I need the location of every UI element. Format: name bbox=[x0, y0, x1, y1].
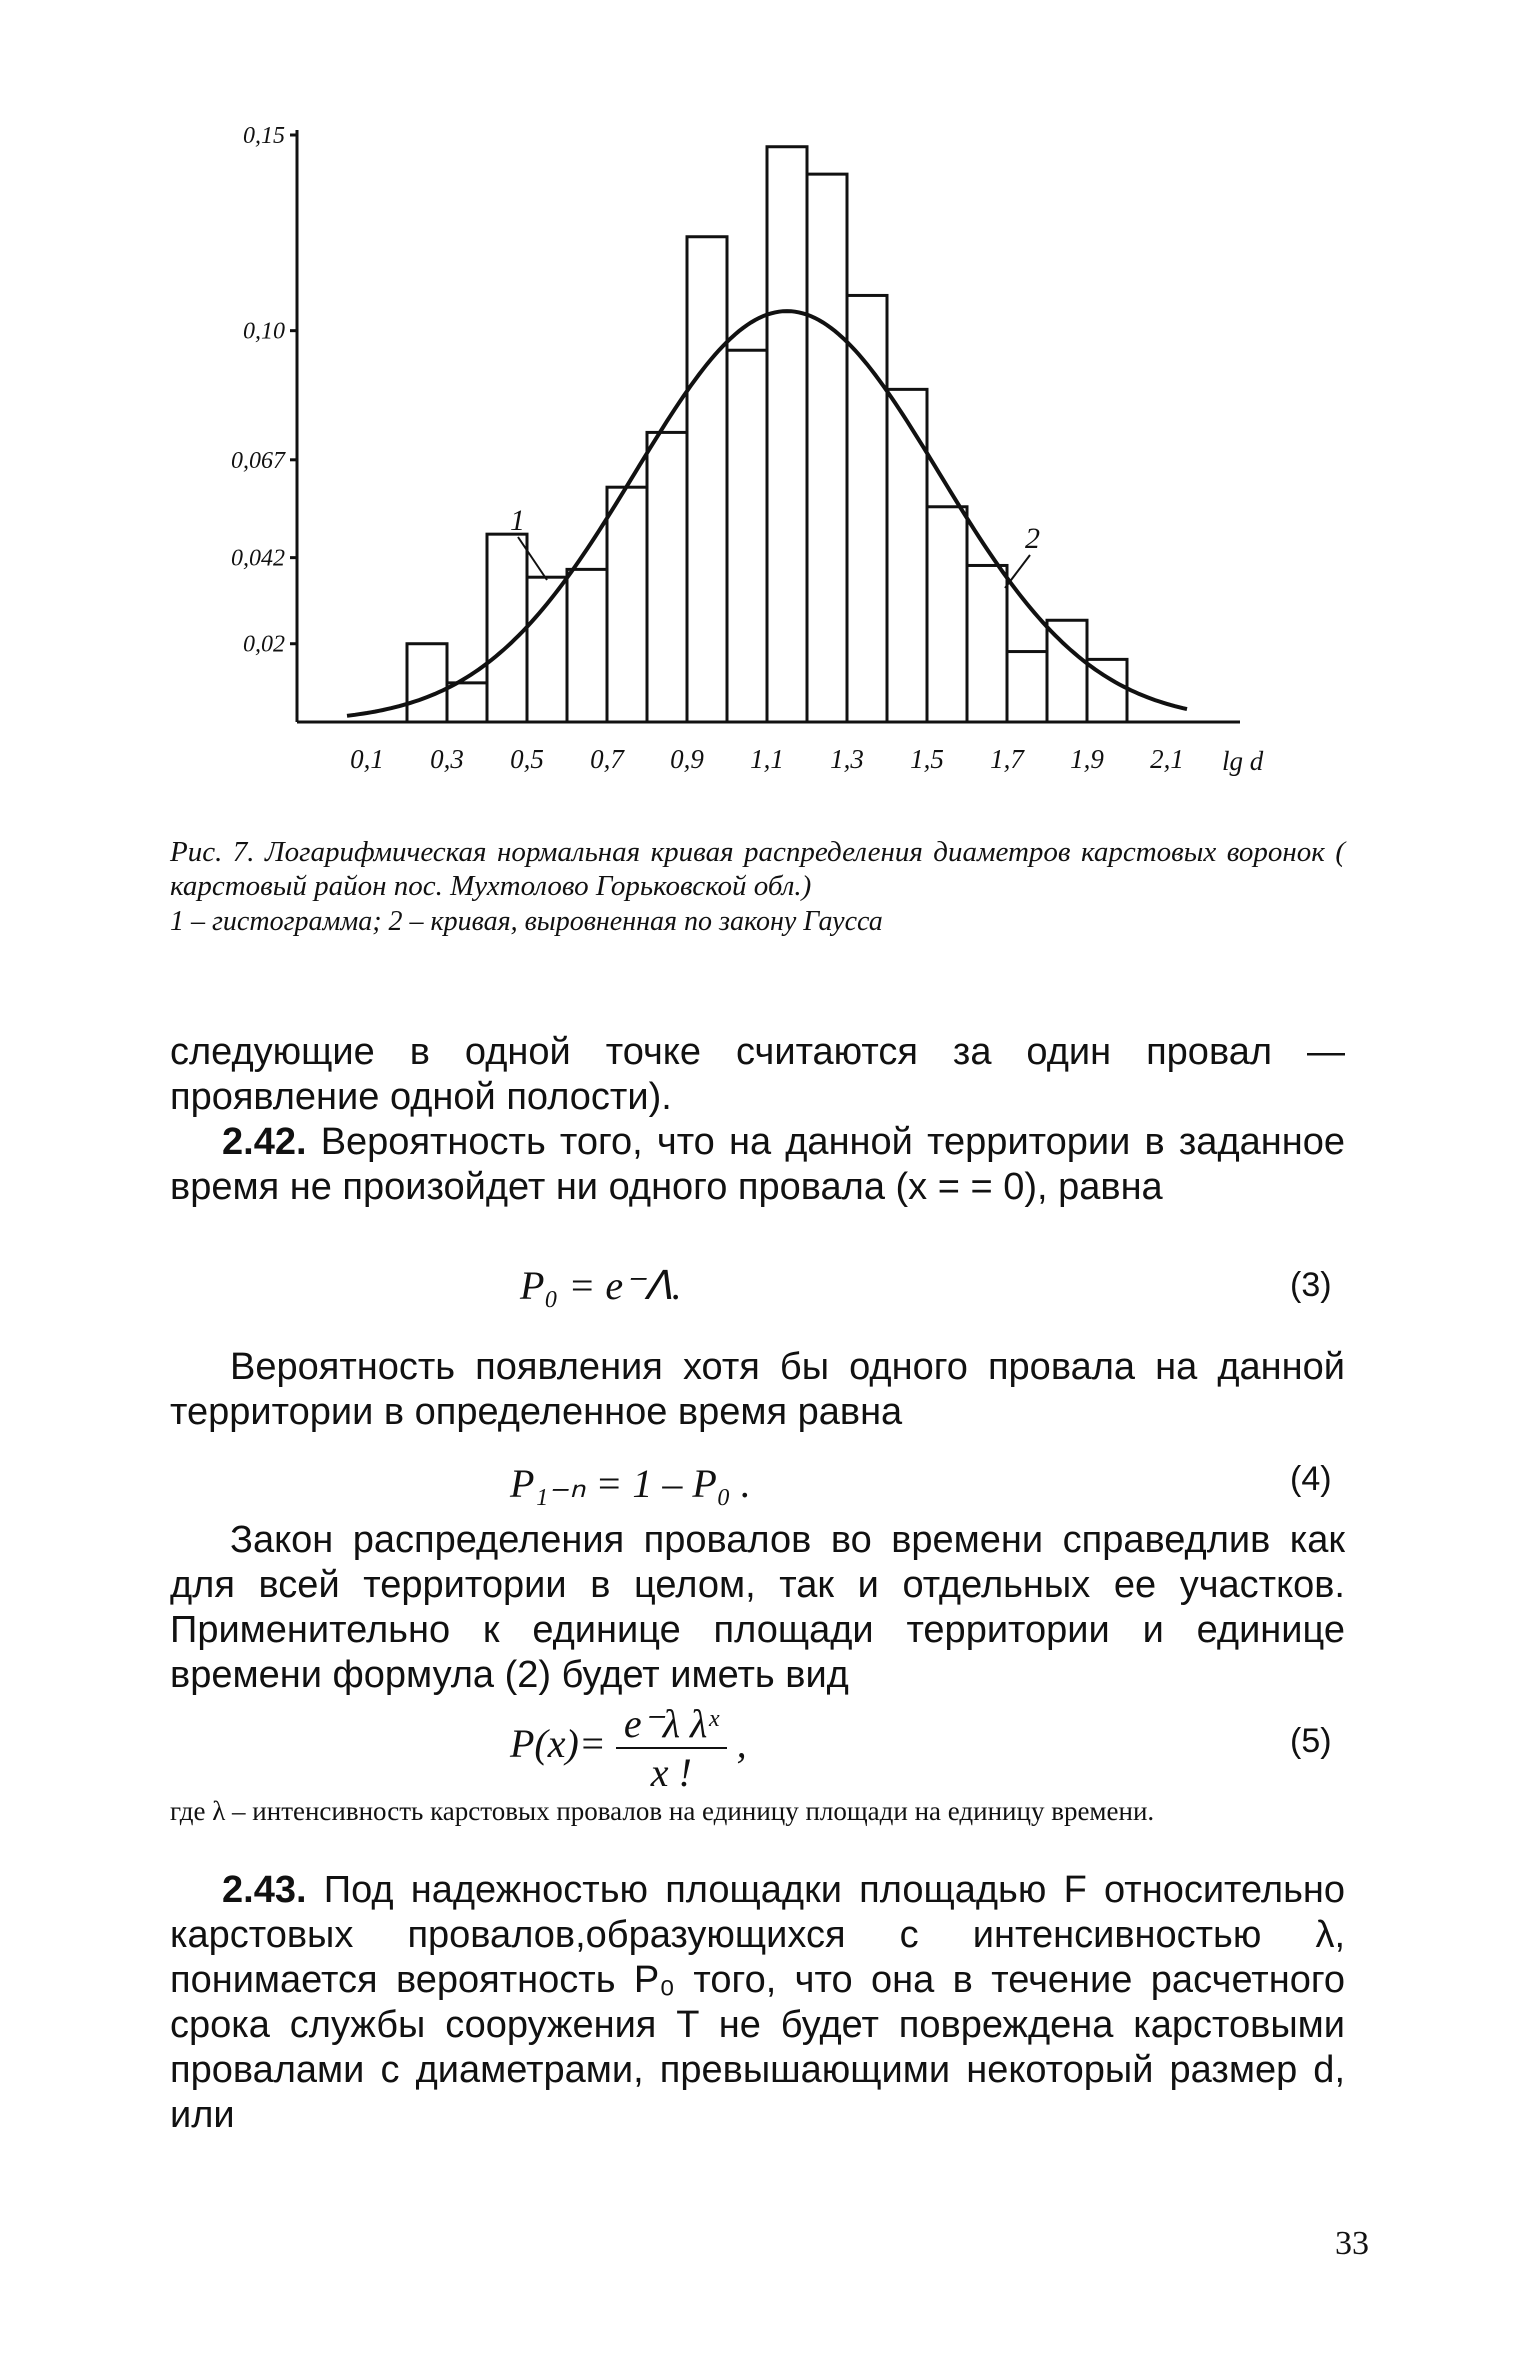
figure-caption bbox=[170, 835, 1345, 939]
section-number: 2.42. bbox=[222, 1121, 307, 1163]
formula-5-fraction bbox=[616, 1700, 727, 1796]
x-tick-label: 1,9 bbox=[1070, 744, 1104, 774]
y-tick-label: 0,042 bbox=[231, 545, 285, 572]
histogram-bar bbox=[767, 147, 807, 722]
histogram-bar bbox=[607, 487, 647, 722]
x-tick-label: 1,3 bbox=[830, 744, 864, 774]
y-tick-label: 0,15 bbox=[243, 123, 285, 149]
paragraph-continuation: следующие в одной точке считаются за один провал — проявление одной полости). bbox=[170, 1031, 1345, 1118]
paragraph-text: Под надежностью площадки площадью F относительно карстовых провалов,образующихся с интенсивностью λ, понимается вероятность P₀ того, что она в течение расчетного срока службы сооружения T не будет повреждена карстовыми провалами с диаметрами, превышающими некоторый размер d, или bbox=[170, 1869, 1345, 2136]
x-tick-label: 1,7 bbox=[990, 744, 1024, 774]
histogram-bar bbox=[527, 577, 567, 722]
x-axis-label: lg d bbox=[1222, 746, 1264, 776]
histogram-bars bbox=[407, 147, 1127, 722]
annotation-leader-1 bbox=[518, 537, 547, 580]
y-tick-label: 0,10 bbox=[243, 318, 285, 345]
histogram-bar bbox=[727, 350, 767, 722]
lambda-definition: где λ – интенсивность карстовых провалов на единицу площади на единицу времени. bbox=[170, 1796, 1155, 1826]
formula-3: P₀ = e⁻ᐱ. bbox=[520, 1263, 682, 1308]
equation-number-5: (5) bbox=[1290, 1722, 1332, 1760]
histogram-bar bbox=[927, 507, 967, 722]
formula-4: P₁₋ₙ = 1 – P₀ . bbox=[510, 1461, 751, 1506]
formula-5 bbox=[510, 1700, 747, 1796]
histogram-bar bbox=[647, 432, 687, 722]
histogram-bar bbox=[847, 295, 887, 722]
histogram-bar bbox=[567, 569, 607, 722]
x-tick-label: 2,1 bbox=[1150, 744, 1184, 774]
formula-5-denominator: x ! bbox=[650, 1750, 692, 1795]
annotation-leader-2 bbox=[1005, 555, 1030, 588]
caption-legend: 1 – гистограмма; 2 – кривая, выровненная по закону Гаусса bbox=[170, 906, 883, 937]
histogram-bar bbox=[887, 389, 927, 722]
x-tick-label: 0,5 bbox=[510, 744, 544, 774]
histogram-bar bbox=[967, 565, 1007, 722]
paragraph-probability: Вероятность появления хотя бы одного провала на данной территории в определенное время равна bbox=[170, 1346, 1345, 1433]
page-number: 33 bbox=[1335, 2225, 1369, 2262]
formula-5-lhs: P(x)= bbox=[510, 1721, 606, 1767]
equation-number-3: (3) bbox=[1290, 1266, 1332, 1304]
x-tick-label: 0,3 bbox=[430, 744, 464, 774]
annotation-label-2: 2 bbox=[1025, 522, 1040, 555]
histogram-bar bbox=[687, 237, 727, 722]
paragraph-2-42 bbox=[170, 1120, 1345, 1210]
x-tick-label: 0,7 bbox=[590, 744, 624, 774]
histogram-chart bbox=[0, 0, 1536, 820]
paragraph-2-43 bbox=[170, 1868, 1345, 2138]
x-tick-label: 0,9 bbox=[670, 744, 704, 774]
caption-title: Рис. 7. Логарифмическая нормальная кривая распределения диаметров карстовых воронок ( карстовый район пос. Мухтолово Горьковской обл.) bbox=[170, 836, 1345, 902]
equation-number-4: (4) bbox=[1290, 1460, 1332, 1498]
paragraph-distribution-law: Закон распределения провалов во времени справедлив как для всей территории в целом, так и отдельных ее участков. Применительно к единице площади территории и единице времени формула (2) будет иметь вид bbox=[170, 1519, 1345, 1696]
histogram-bar bbox=[447, 683, 487, 722]
annotation-label-1: 1 bbox=[510, 504, 525, 537]
x-tick-label: 1,1 bbox=[750, 744, 784, 774]
formula-5-numerator: e⁻λ λˣ bbox=[616, 1700, 727, 1749]
histogram-bar bbox=[487, 534, 527, 722]
x-tick-label: 1,5 bbox=[910, 744, 944, 774]
histogram-bar bbox=[1007, 652, 1047, 722]
y-tick-label: 0,067 bbox=[231, 447, 285, 474]
y-tick-label: 0,02 bbox=[243, 631, 285, 658]
histogram-bar bbox=[407, 644, 447, 722]
paragraph-text: Вероятность того, что на данной территории в заданное время не произойдет ни одного провала (x = = 0), равна bbox=[170, 1121, 1345, 1208]
x-tick-label: 0,1 bbox=[350, 744, 384, 774]
section-number: 2.43. bbox=[222, 1869, 307, 1911]
formula-5-tail: , bbox=[736, 1721, 747, 1767]
histogram-bar bbox=[807, 174, 847, 722]
